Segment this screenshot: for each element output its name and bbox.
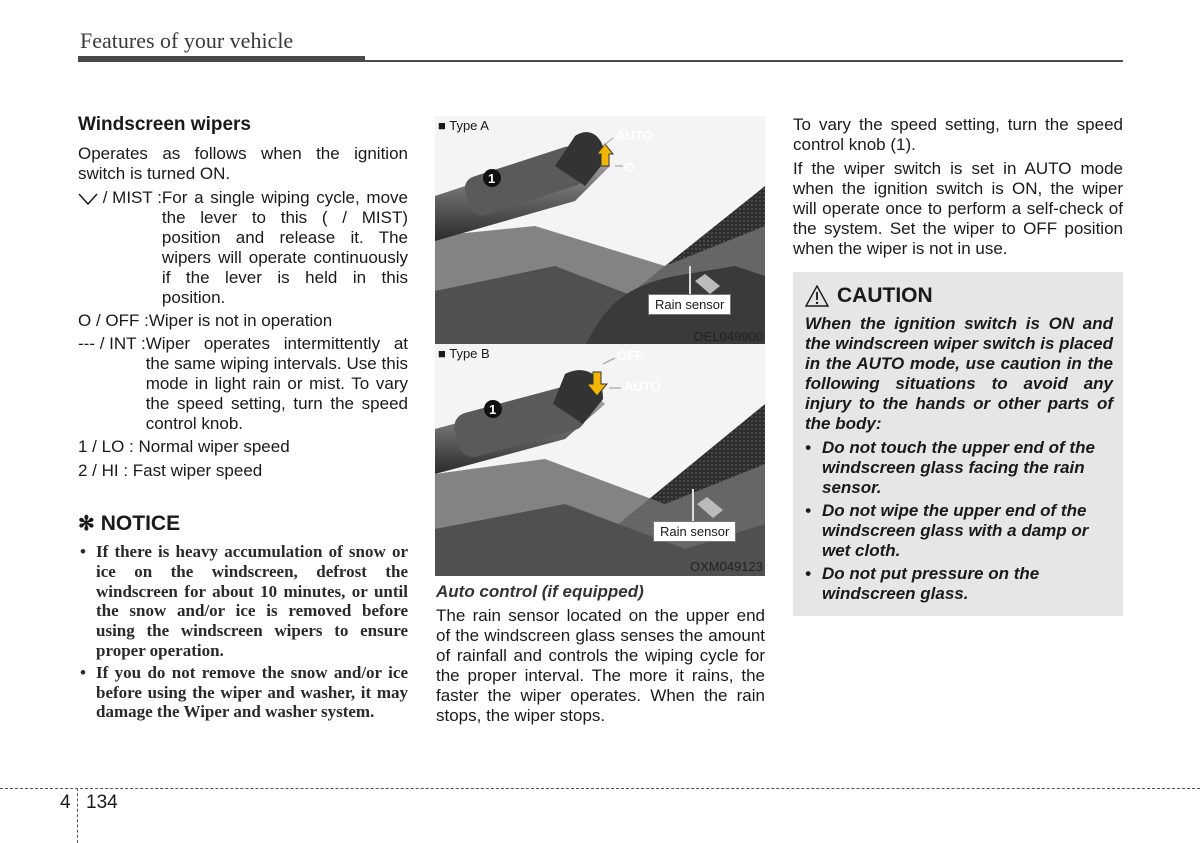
- footer-divider-vertical: [77, 788, 78, 843]
- header-rule-thin: [365, 60, 1123, 62]
- mist-definition: [78, 188, 408, 308]
- caution-list: [805, 438, 1113, 604]
- hi-speed: 2 / HI : Fast wiper speed: [78, 461, 263, 480]
- caution-item: • Do not touch the upper end of the windscreen glass facing the rain sensor.: [805, 438, 1095, 497]
- type-a-label: ■ Type A: [438, 118, 489, 133]
- notice-list: [78, 542, 408, 722]
- int-description: Wiper operates intermittently at the same wiping intervals. Use this mode in light rain or mist. To vary the speed setting, turn the speed control knob.: [145, 334, 408, 433]
- svg-text:1: 1: [488, 171, 496, 186]
- lo-speed: 1 / LO : Normal wiper speed: [78, 437, 290, 456]
- bullet-icon: •: [80, 542, 86, 561]
- wipers-section: [78, 114, 408, 724]
- auto-position-label: AUTO: [616, 128, 653, 143]
- mist-term: / MIST :: [78, 188, 162, 308]
- header-rule: [78, 56, 365, 62]
- int-term: --- / INT :: [78, 334, 146, 353]
- mist-description: For a single wiping cycle, move the lever to this ( / MIST) position and release it. The wipers will operate continuously if the lever is held in this position.: [161, 188, 408, 307]
- auto-control-section: [436, 606, 765, 730]
- caution-intro: When the ignition switch is ON and the windscreen wiper switch is placed in the AUTO mode, use caution in the following situations to avoid any injury to the hands or other parts of the body:: [805, 314, 1113, 433]
- int-definition: [78, 334, 408, 434]
- page-number: 134: [86, 792, 118, 813]
- auto-position-label: AUTO: [624, 379, 661, 394]
- caution-item: • Do not wipe the upper end of the windscreen glass with a damp or wet cloth.: [805, 501, 1089, 560]
- auto-control-text: The rain sensor located on the upper end of the windscreen glass senses the amount of rainfall and controls the wiping cycle for the proper interval. The more it rains, the faster the wiper operates. When the rain stops, the wiper stops.: [436, 606, 765, 725]
- bullet-icon: •: [805, 564, 811, 583]
- notice-item: • If you do not remove the snow and/or ice before using the wiper and washer, it may damage the Wiper and washer system.: [80, 662, 408, 722]
- speed-section: [793, 115, 1123, 263]
- footer-divider: [0, 788, 1200, 789]
- svg-text:1: 1: [489, 402, 497, 417]
- off-term: O / OFF :: [78, 311, 149, 330]
- wipe-v-icon: [78, 192, 98, 206]
- bullet-icon: •: [805, 501, 811, 520]
- off-definition: [78, 311, 408, 331]
- notice-item: • If there is heavy accumulation of snow or ice on the windscreen, defrost the windscreen for about 10 minutes, or until the snow and/or ice is removed before using the windscreen wipers to ensure proper operation.: [80, 542, 408, 660]
- wipers-intro: Operates as follows when the ignition switch is turned ON.: [78, 144, 408, 183]
- auto-control-heading: Auto control (if equipped): [436, 582, 644, 601]
- speed-para-1: To vary the speed setting, turn the speed control knob (1).: [793, 115, 1123, 154]
- caution-heading: CAUTION: [805, 284, 1113, 308]
- page-header-title: Features of your vehicle: [80, 28, 294, 53]
- figure-code: OXM049123: [690, 559, 763, 574]
- speed-para-2: If the wiper switch is set in AUTO mode when the ignition switch is ON, the wiper will operate once to perform a self-check of the system. Set the wiper to OFF position when the wiper is not in use.: [793, 159, 1123, 258]
- caution-item: • Do not put pressure on the windscreen glass.: [805, 564, 1040, 603]
- rain-sensor-callout: Rain sensor: [653, 521, 736, 542]
- notice-star-icon: ✻: [78, 513, 95, 535]
- warning-icon: [805, 285, 829, 307]
- off-position-label: O: [624, 160, 635, 175]
- caution-box: [793, 272, 1123, 616]
- wipers-heading: Windscreen wipers: [78, 114, 251, 135]
- notice-heading: ✻ NOTICE: [78, 511, 181, 535]
- off-position-label: OFF: [617, 348, 643, 363]
- bullet-icon: •: [80, 662, 86, 682]
- figure-type-a: [435, 116, 765, 346]
- figure-type-b: [435, 344, 765, 576]
- figure-code: OEL049900: [693, 329, 763, 344]
- chapter-number: 4: [60, 792, 71, 813]
- rain-sensor-callout: Rain sensor: [648, 294, 731, 315]
- off-description: Wiper is not in operation: [148, 311, 333, 330]
- type-b-label: ■ Type B: [438, 346, 490, 361]
- bullet-icon: •: [805, 438, 811, 457]
